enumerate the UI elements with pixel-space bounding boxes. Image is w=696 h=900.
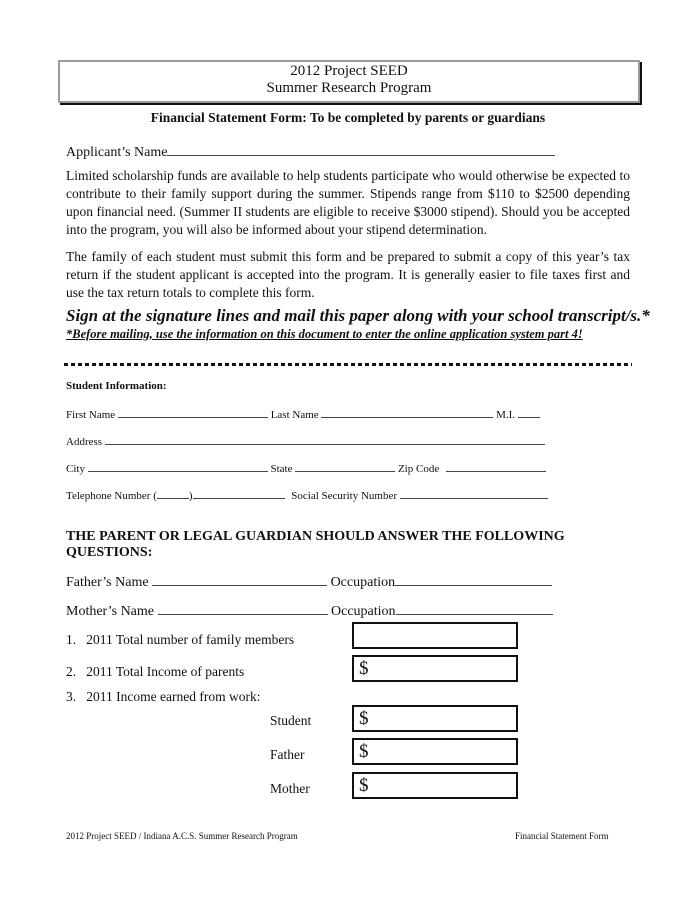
form-subtitle: Financial Statement Form: To be completed by parents or guardians <box>150 110 546 125</box>
dotted-divider <box>64 363 632 366</box>
father-row <box>66 574 552 591</box>
tax-paragraph: The family of each student must submit this form and be prepared to submit a copy of this year’s tax return if the student applicant is accepted into the program. It is generally easier to file taxes first and use the tax return totals to complete this form. <box>66 249 630 300</box>
ssn-label: Social Security Number <box>291 490 397 502</box>
address-row <box>66 433 545 448</box>
state-label: State <box>270 463 293 475</box>
title-line-1: 2012 Project SEED <box>290 63 408 79</box>
question-number: 2. <box>66 664 77 679</box>
father-name-field[interactable] <box>152 574 327 586</box>
mother-income-input[interactable] <box>352 772 518 799</box>
phone-number-field[interactable] <box>193 487 285 499</box>
phone-row <box>66 487 548 502</box>
title-line-2: Summer Research Program <box>266 80 432 96</box>
footer-left: 2012 Project SEED / Indiana A.C.S. Summer Research Program <box>66 831 298 841</box>
student-info-heading: Student Information: <box>66 380 167 392</box>
applicant-name-row <box>66 144 555 161</box>
city-row <box>66 460 546 475</box>
city-field[interactable] <box>88 460 268 472</box>
address-label: Address <box>66 436 103 448</box>
city-label: City <box>66 463 85 475</box>
question-label: 2011 Income earned from work: <box>86 689 261 704</box>
question-2 <box>66 664 244 680</box>
mother-name-label: Mother’s Name <box>66 604 154 619</box>
father-name-label: Father’s Name <box>66 575 149 590</box>
address-field[interactable] <box>105 433 545 445</box>
ssn-field[interactable] <box>400 487 548 499</box>
question-1 <box>66 632 294 648</box>
mother-name-field[interactable] <box>158 603 328 615</box>
applicant-name-label: Applicant’s Name <box>66 145 168 160</box>
first-name-label: First Name <box>66 409 116 421</box>
student-income-input[interactable] <box>352 705 518 732</box>
first-name-field[interactable] <box>118 406 268 418</box>
scholarship-paragraph: Limited scholarship funds are available to help students participate who would otherwise be expected to contribute to their family support during the summer. Stipends range from $110 to $2500 depending upon financial need. (Summer II students are eligible to receive $3000 stipend). Should you be accepted into the program, you will also be informed about your stipend determination. <box>66 168 630 237</box>
mother-income-label: Mother <box>270 781 310 796</box>
parent-section-heading: THE PARENT OR LEGAL GUARDIAN SHOULD ANSWER THE FOLLOWING QUESTIONS: <box>66 529 565 560</box>
sign-instruction: Sign at the signature lines and mail this paper along with your school transcript/s.* <box>66 306 650 325</box>
dollar-sign: $ <box>359 658 369 679</box>
applicant-name-field[interactable] <box>167 144 555 156</box>
mother-row <box>66 603 553 620</box>
father-income-label: Father <box>270 747 305 762</box>
student-income-label: Student <box>270 713 312 728</box>
mi-field[interactable] <box>518 406 540 418</box>
parents-income-input[interactable] <box>352 655 518 682</box>
zip-field[interactable] <box>446 460 546 472</box>
state-field[interactable] <box>295 460 395 472</box>
dollar-sign: $ <box>359 741 369 762</box>
phone-area-field[interactable] <box>157 487 189 499</box>
question-label: 2011 Total number of family members <box>86 632 295 647</box>
title-box <box>58 60 640 103</box>
footer-right: Financial Statement Form <box>515 831 609 841</box>
before-mailing-note: *Before mailing, use the information on this document to enter the online application system part 4! <box>66 327 583 341</box>
father-occupation-label: Occupation <box>330 575 396 590</box>
phone-paren-close: ) <box>188 490 193 502</box>
father-income-input[interactable] <box>352 738 518 765</box>
mi-label: M.I. <box>496 409 516 421</box>
dollar-sign: $ <box>359 775 369 796</box>
father-occupation-field[interactable] <box>395 574 552 586</box>
last-name-field[interactable] <box>321 406 493 418</box>
question-number: 1. <box>66 632 77 647</box>
last-name-label: Last Name <box>270 409 319 421</box>
name-row <box>66 406 540 421</box>
question-label: 2011 Total Income of parents <box>86 664 245 679</box>
question-3 <box>66 689 260 705</box>
zip-label: Zip Code <box>397 463 440 475</box>
question-number: 3. <box>66 689 77 704</box>
family-members-input[interactable] <box>352 622 518 649</box>
phone-label: Telephone Number ( <box>66 490 157 502</box>
mother-occupation-field[interactable] <box>396 603 553 615</box>
dollar-sign: $ <box>359 708 369 729</box>
mother-occupation-label: Occupation <box>331 604 396 619</box>
